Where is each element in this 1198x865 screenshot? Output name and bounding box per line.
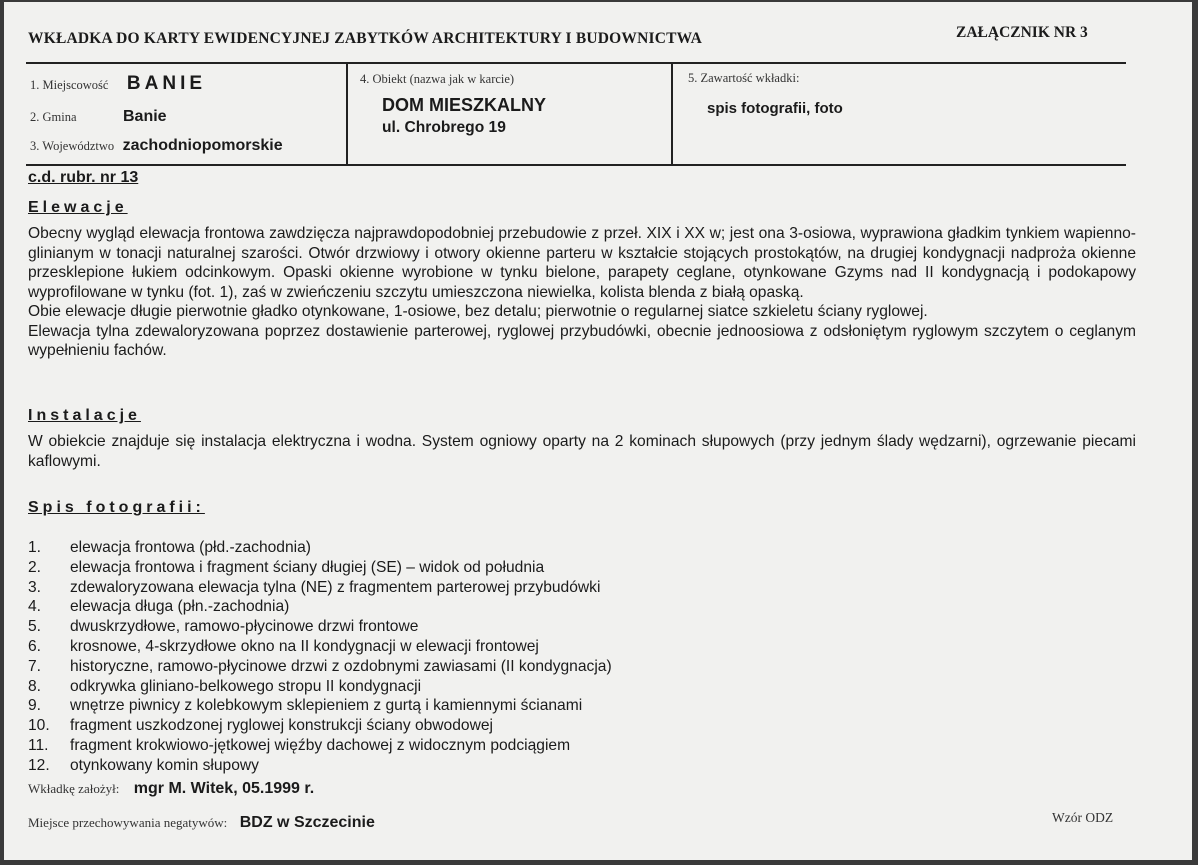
object-address: ul. Chrobrego 19: [382, 119, 506, 136]
author-row: [28, 780, 314, 798]
photo-number: 7.: [28, 657, 42, 675]
locality-value: BANIE: [126, 73, 207, 94]
photo-list-item: [28, 736, 612, 756]
installations-text: W obiekcie znajduje się instalacja elektryczna i wodna. System ogniowy oparty na 2 kominach słupowych (przy jednym ślady wędzarni), ogrzewanie piecami kaflowymi.: [28, 433, 1136, 470]
object-label-row: [360, 70, 514, 88]
author-value: mgr M. Witek, 05.1999 r.: [133, 780, 315, 797]
photo-description: historyczne, ramowo-płycinowe drzwi z ozdobnymi zawiasami (II kondygnacja): [70, 657, 612, 675]
voivodeship-field: [30, 137, 283, 155]
commune-value: Banie: [122, 108, 167, 125]
contents-label: 5. Zawartość wkładki:: [688, 71, 800, 85]
photo-list-item: [28, 696, 612, 716]
elevations-heading: Elewacje: [28, 199, 128, 216]
object-label: 4. Obiekt (nazwa jak w karcie): [360, 72, 515, 86]
elevations-paragraph: Obecny wygląd elewacja frontowa zawdzięcza najprawdopodobniej przebudowie z przeł. XIX i XX w; jest ona 3-osiowa, wyprawiona gładkim tynkiem wapienno-glinianym w tonacji naturalnej szarości. Otwór drzwiowy i otwory okienne parteru w kształcie stojących prostokątów, na drugiej kondygnacji nadproża okienne przesklepione łukiem odcinkowym. Opaski okienne wyrobione w tynku bielone, parapety ceglane, otynkowane Gzyms nad II kondygnacją i podokapowy wyprofilowane w tynku (fot. 1), zaś w zwieńczeniu szczytu umieszczona niewielka, kolista blenda z białą opaską.: [28, 225, 1136, 301]
photo-list-item: [28, 538, 612, 558]
photos-heading: Spis fotografii:: [28, 499, 205, 516]
photo-description: odkrywka gliniano-belkowego stropu II kondygnacji: [70, 677, 422, 695]
photo-list-item: [28, 637, 612, 657]
photo-list-item: [28, 677, 612, 697]
elevations-text: [28, 224, 1136, 361]
photo-description: zdewaloryzowana elewacja tylna (NE) z fragmentem parterowej przybudówki: [70, 578, 601, 596]
photo-number: 3.: [28, 578, 42, 596]
photo-number: 9.: [28, 697, 42, 715]
photo-description: elewacja długa (płn.-zachodnia): [70, 598, 290, 616]
photo-number: 11.: [28, 736, 49, 754]
photo-list-item: [28, 617, 612, 637]
commune-label: 2. Gmina: [30, 110, 77, 124]
column-divider: [346, 64, 348, 164]
record-card-insert: [4, 2, 1192, 860]
photo-list-item: [28, 578, 612, 598]
photo-description: elewacja frontowa (płd.-zachodnia): [70, 539, 311, 556]
elevations-paragraph: Obie elewacje długie pierwotnie gładko otynkowane, 1-osiowe, bez detalu; pierwotnie o regularnej siatce szkieletu ściany ryglowej.: [28, 303, 928, 320]
photo-list-item: [28, 756, 612, 776]
storage-value: BDZ w Szczecinie: [239, 814, 375, 831]
commune-field: [30, 108, 167, 126]
photo-description: fragment uszkodzonej ryglowej konstrukcji ściany obwodowej: [70, 717, 493, 735]
photo-description: dwuskrzydłowe, ramowo-płycinowe drzwi frontowe: [70, 618, 419, 636]
template-mark: Wzór ODZ: [1052, 810, 1114, 825]
elevations-paragraph: Elewacja tylna zdewaloryzowana poprzez dostawienie parterowej, ryglowej przybudówki, obecnie jednoosiowa z odsłoniętym ryglowym szczytem o ceglanym wypełnieniu fachów.: [28, 322, 1136, 359]
photo-number: 1.: [28, 539, 42, 556]
photo-number: 4.: [28, 598, 42, 616]
photo-number: 10.: [28, 717, 50, 735]
continuation-note: c.d. rubr. nr 13: [28, 169, 139, 186]
photo-description: fragment krokwiowo-jętkowej więźby dachowej z widocznym podciągiem: [70, 736, 571, 754]
photo-number: 2.: [28, 558, 42, 576]
photo-number: 5.: [28, 618, 42, 636]
photo-list-item: [28, 597, 612, 617]
locality-label: 1. Miejscowość: [30, 78, 109, 92]
contents-label-row: [688, 69, 799, 87]
installations-heading: Instalacje: [28, 407, 141, 424]
photo-number: 8.: [28, 677, 42, 695]
photo-list-item: [28, 657, 612, 677]
photo-number: 12.: [28, 756, 50, 774]
column-divider: [671, 64, 673, 164]
voivodeship-label: 3. Województwo: [30, 139, 115, 153]
annex-number: ZAŁĄCZNIK NR 3: [956, 24, 1088, 41]
photo-number: 6.: [28, 637, 42, 655]
form-title: WKŁADKA DO KARTY EWIDENCYJNEJ ZABYTKÓW ARCHITEKTURY I BUDOWNICTWA: [28, 30, 703, 47]
storage-row: [28, 814, 375, 832]
photo-description: otynkowany komin słupowy: [70, 756, 259, 774]
author-label: Wkładkę założył:: [28, 781, 120, 796]
photo-list-item: [28, 716, 612, 736]
voivodeship-value: zachodniopomorskie: [122, 137, 283, 154]
object-name: DOM MIESZKALNY: [382, 95, 546, 115]
storage-label: Miejsce przechowywania negatywów:: [28, 815, 228, 830]
contents-value: spis fotografii, foto: [707, 100, 843, 117]
photo-list-item: [28, 558, 612, 578]
photo-description: wnętrze piwnicy z kolebkowym sklepieniem z gurtą i kamiennymi ścianami: [70, 697, 583, 715]
photo-description: elewacja frontowa i fragment ściany długiej (SE) – widok od południa: [70, 558, 545, 576]
header-fields-table: [26, 62, 1126, 166]
photo-description: krosnowe, 4-skrzydłowe okno na II kondygnacji w elewacji frontowej: [70, 637, 539, 655]
photo-list: [28, 538, 612, 776]
locality-field: [30, 73, 206, 95]
